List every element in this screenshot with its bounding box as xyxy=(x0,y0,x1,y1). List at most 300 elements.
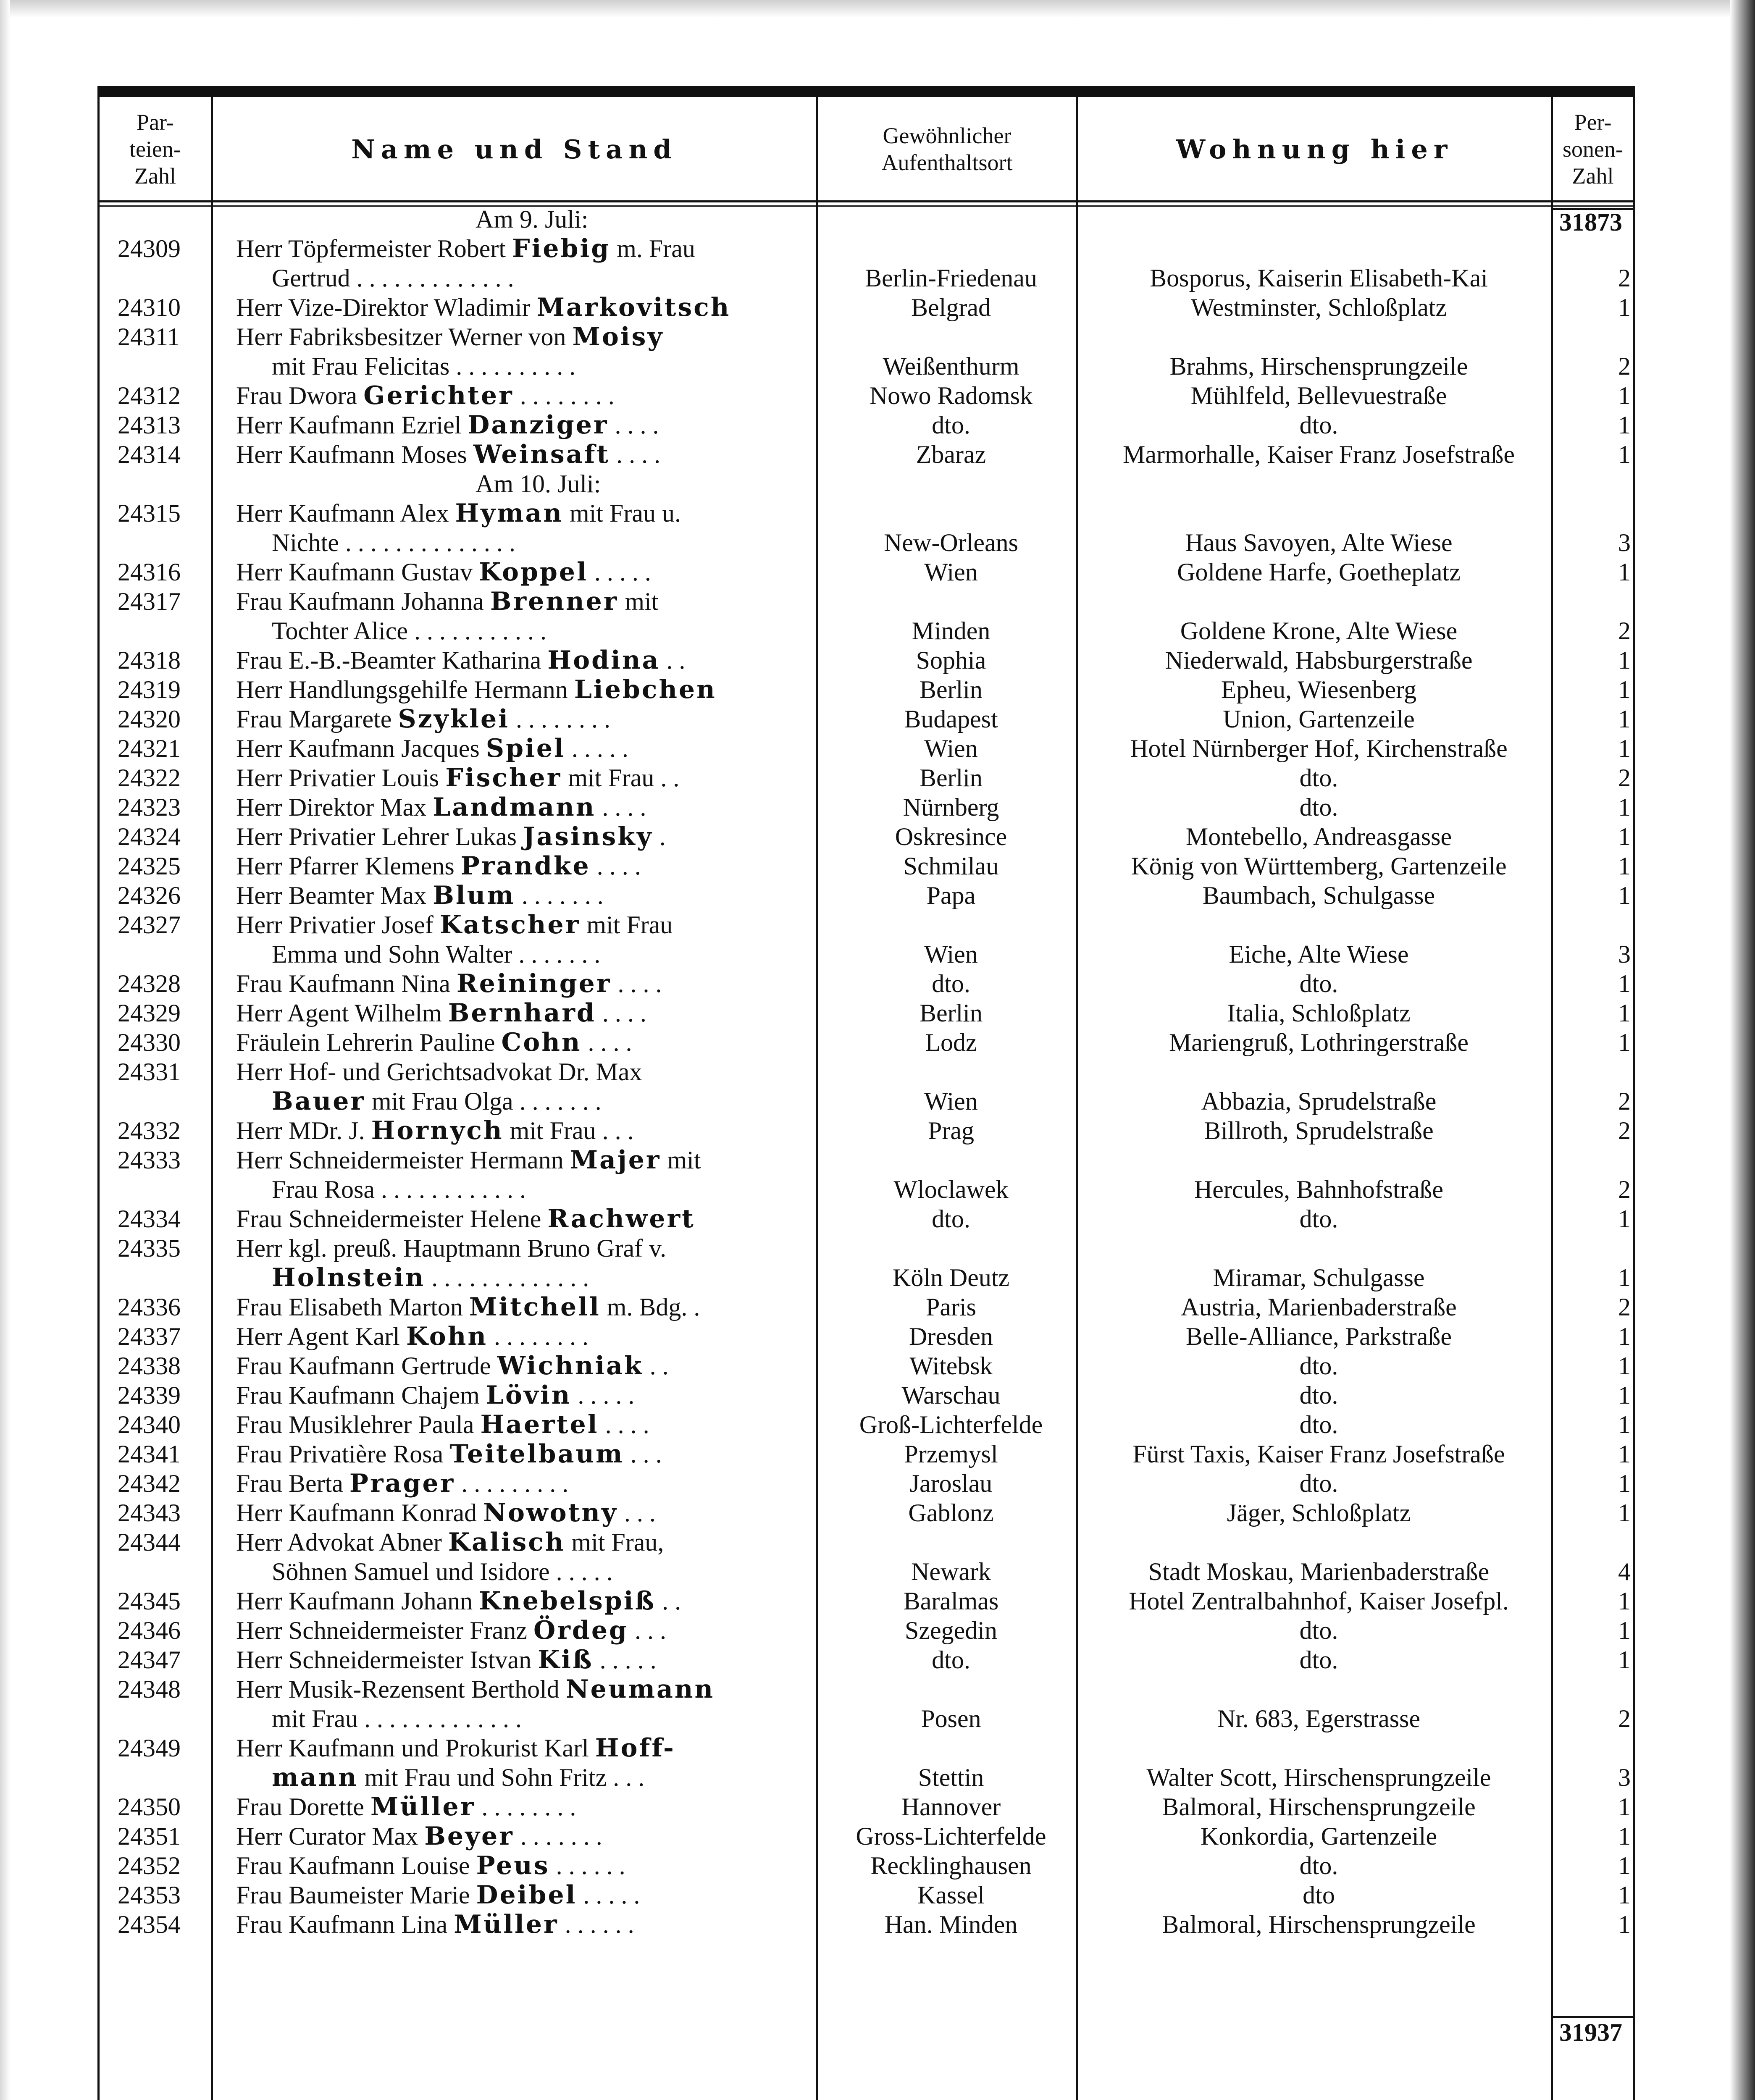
parteien-nummer: 24313 xyxy=(118,411,181,439)
parteien-nummer: 24312 xyxy=(118,382,181,410)
parteien-nummer: 24322 xyxy=(118,764,181,792)
name-suffix: . . . . xyxy=(610,441,661,468)
surname: Rachwert xyxy=(547,1204,695,1234)
name-line-1 xyxy=(236,851,896,881)
surname: Wichniak xyxy=(497,1351,644,1381)
table-row xyxy=(97,734,1635,763)
name-prefix: Herr Kaufmann Konrad xyxy=(236,1499,483,1527)
name-prefix: Herr Advokat Abner xyxy=(236,1528,448,1556)
surname: Danziger xyxy=(468,410,609,440)
wohnung-hier: Goldene Krone, Alte Wiese xyxy=(1180,617,1458,645)
name-line-1 xyxy=(236,1910,896,1939)
parteien-nummer: 24337 xyxy=(118,1323,181,1350)
date-heading: Am 9. Juli: xyxy=(476,205,589,233)
aufenthaltsort: Han. Minden xyxy=(884,1911,1018,1938)
surname: Fiebig xyxy=(512,234,611,263)
table-row xyxy=(97,1675,1635,1733)
aufenthaltsort: Wien xyxy=(924,558,978,586)
aufenthaltsort: Berlin xyxy=(920,764,983,792)
table-row xyxy=(97,293,1635,322)
aufenthaltsort: Witebsk xyxy=(909,1352,993,1380)
name-line-1 xyxy=(236,1381,896,1410)
parteien-nummer: 24351 xyxy=(118,1822,181,1850)
surname: Kalisch xyxy=(448,1528,565,1557)
wohnung-hier: Union, Gartenzeile xyxy=(1223,705,1415,733)
personen-zahl: 1 xyxy=(1618,793,1631,821)
name-prefix: Fräulein Lehrerin Pauline xyxy=(236,1029,502,1056)
table-row xyxy=(97,1851,1635,1880)
name-prefix: Herr Musik-Rezensent Berthold xyxy=(236,1675,566,1703)
surname: Teitelbaum xyxy=(449,1439,624,1469)
parteien-nummer: 24333 xyxy=(118,1146,181,1174)
personen-zahl: 2 xyxy=(1618,352,1631,380)
date-row xyxy=(97,205,1635,234)
name-prefix: Herr Curator Max xyxy=(236,1822,425,1850)
aufenthaltsort: Recklinghausen xyxy=(870,1852,1032,1880)
scan-edge-right xyxy=(1730,0,1755,2100)
personen-zahl: 1 xyxy=(1618,1029,1631,1056)
personen-zahl: 1 xyxy=(1618,1381,1631,1409)
table-row xyxy=(97,499,1635,557)
parteien-nummer: 24342 xyxy=(118,1470,181,1497)
personen-zahl: 1 xyxy=(1618,1264,1631,1292)
name-line-1 xyxy=(236,1822,896,1851)
aufenthaltsort: Warschau xyxy=(901,1381,1001,1409)
table-row xyxy=(97,1792,1635,1822)
wohnung-hier: Hotel Zentralbahnhof, Kaiser Josefpl. xyxy=(1129,1587,1509,1615)
name-line-1 xyxy=(236,1733,896,1763)
name-prefix: Herr Schneidermeister Hermann xyxy=(236,1146,570,1174)
personen-zahl: 1 xyxy=(1618,999,1631,1027)
name-prefix: Herr Kaufmann Gustav xyxy=(236,558,479,586)
surname: Fischer xyxy=(445,763,562,793)
name-suffix: mit xyxy=(618,588,659,615)
name-suffix: . . xyxy=(656,1587,681,1615)
parteien-nummer: 24309 xyxy=(118,235,181,262)
name-line-1 xyxy=(236,1880,896,1910)
name-prefix: Herr Schneidermeister Franz xyxy=(236,1617,534,1644)
aufenthaltsort: Sophia xyxy=(916,646,986,674)
personen-zahl: 1 xyxy=(1618,735,1631,762)
aufenthaltsort: Baralmas xyxy=(903,1587,999,1615)
wohnung-hier: dto. xyxy=(1299,970,1338,998)
name-prefix: Frau E.-B.-Beamter Katharina xyxy=(236,646,548,674)
wohnung-hier: Marmorhalle, Kaiser Franz Josefstraße xyxy=(1123,441,1515,468)
personen-zahl: 2 xyxy=(1618,1117,1631,1144)
name-prefix: Herr Direktor Max xyxy=(236,793,433,821)
name-line-1 xyxy=(236,793,896,822)
name-suffix: . . . . . . . . xyxy=(513,382,615,410)
parteien-nummer: 24341 xyxy=(118,1440,181,1468)
aufenthaltsort: Dresden xyxy=(909,1323,993,1350)
personen-zahl: 1 xyxy=(1618,1822,1631,1850)
aufenthaltsort: dto. xyxy=(932,970,970,998)
wohnung-hier: Konkordia, Gartenzeile xyxy=(1200,1822,1437,1850)
table-row xyxy=(97,1822,1635,1851)
wohnung-hier: dto. xyxy=(1299,1852,1338,1880)
name-prefix: Frau Kaufmann Nina xyxy=(236,970,457,998)
aufenthaltsort: dto. xyxy=(932,1646,970,1674)
personen-zahl: 1 xyxy=(1618,705,1631,733)
name-suffix: . . . . xyxy=(599,1411,649,1438)
name-suffix: . . . . xyxy=(611,970,662,998)
aufenthaltsort: Berlin xyxy=(920,999,983,1027)
wohnung-hier: Haus Savoyen, Alte Wiese xyxy=(1185,529,1453,556)
date-row xyxy=(97,469,1635,499)
name-line-1 xyxy=(236,1469,896,1498)
surname: Kohn xyxy=(406,1322,488,1351)
personen-zahl: 1 xyxy=(1618,1440,1631,1468)
aufenthaltsort: Gross-Lichterfelde xyxy=(856,1822,1046,1850)
surname: Müller xyxy=(370,1792,476,1822)
personen-zahl: 1 xyxy=(1618,441,1631,468)
surname: Hyman xyxy=(455,499,564,528)
personen-zahl: 2 xyxy=(1618,1705,1631,1732)
name-prefix: Herr Beamter Max xyxy=(236,882,433,909)
name-prefix: Frau Kaufmann Louise xyxy=(236,1852,476,1880)
name-line-1 xyxy=(236,1145,896,1175)
wohnung-hier: Walter Scott, Hirschensprungzeile xyxy=(1146,1764,1491,1791)
name-line-1 xyxy=(236,1028,896,1057)
aufenthaltsort: Lodz xyxy=(925,1029,977,1056)
register-rows xyxy=(97,205,1635,1939)
name-line-1 xyxy=(236,763,896,793)
name-prefix: Frau Kaufmann Chajem xyxy=(236,1381,486,1409)
surname: Reininger xyxy=(456,969,612,998)
aufenthaltsort: Oskresince xyxy=(895,823,1007,850)
name-suffix: . . . . . xyxy=(577,1881,640,1909)
wohnung-hier: Belle-Alliance, Parkstraße xyxy=(1185,1323,1452,1350)
name-line-2 xyxy=(272,1175,896,1204)
table-row xyxy=(97,910,1635,969)
personen-zahl: 2 xyxy=(1618,1293,1631,1321)
parteien-nummer: 24327 xyxy=(118,911,181,939)
name-prefix: Herr Schneidermeister Istvan xyxy=(236,1646,538,1674)
personen-zahl: 1 xyxy=(1618,852,1631,880)
surname: Mitchell xyxy=(469,1292,601,1322)
name-suffix: . . . . xyxy=(590,852,641,880)
name-prefix: Frau Berta xyxy=(236,1470,349,1497)
parteien-nummer: 24321 xyxy=(118,735,181,762)
parteien-nummer: 24352 xyxy=(118,1852,181,1880)
name-line-1 xyxy=(236,1410,896,1439)
parteien-nummer: 24347 xyxy=(118,1646,181,1674)
name-line-1 xyxy=(236,1116,896,1145)
parteien-nummer: 24317 xyxy=(118,588,181,615)
name-line-1 xyxy=(236,1645,896,1675)
name-continuation: mit Frau . . . . . . . . . . . . . xyxy=(272,1705,522,1732)
name-line-1 xyxy=(236,1057,896,1087)
wohnung-hier: Italia, Schloßplatz xyxy=(1227,999,1411,1027)
aufenthaltsort: Berlin-Friedenau xyxy=(865,264,1037,292)
table-row xyxy=(97,1439,1635,1469)
table-row xyxy=(97,1410,1635,1439)
surname: Gerichter xyxy=(363,381,514,410)
personen-zahl: 1 xyxy=(1618,1793,1631,1821)
table-row xyxy=(97,1057,1635,1116)
name-line-1 xyxy=(236,499,896,528)
aufenthaltsort: Posen xyxy=(921,1705,981,1732)
name-prefix: Herr Hof- und Gerichtsadvokat Dr. Max xyxy=(236,1058,642,1086)
surname: Nowotny xyxy=(483,1498,618,1528)
surname: Deibel xyxy=(476,1880,577,1910)
surname: Landmann xyxy=(433,793,596,822)
surname: Majer xyxy=(570,1145,661,1175)
name-line-1 xyxy=(236,704,896,734)
name-continuation: mit Frau und Sohn Fritz . . . xyxy=(358,1764,645,1791)
table-row xyxy=(97,1204,1635,1234)
name-prefix: Frau Privatière Rosa xyxy=(236,1440,450,1468)
name-line-1 xyxy=(236,1204,896,1234)
name-line-1 xyxy=(236,822,896,851)
wohnung-hier: Goldene Harfe, Goetheplatz xyxy=(1177,558,1461,586)
surname: Cohn xyxy=(501,1028,582,1057)
wohnung-hier: Eiche, Alte Wiese xyxy=(1229,940,1409,968)
aufenthaltsort: Papa xyxy=(926,882,976,909)
table-row xyxy=(97,440,1635,469)
aufenthaltsort: Belgrad xyxy=(911,294,991,321)
name-line-1 xyxy=(236,1498,896,1528)
name-line-1 xyxy=(236,322,896,352)
wohnung-hier: dto. xyxy=(1299,1411,1338,1438)
surname: Bauer xyxy=(272,1087,365,1116)
surname: Szyklei xyxy=(398,704,510,734)
wohnung-hier: Westminster, Schloßplatz xyxy=(1190,294,1447,321)
table-row xyxy=(97,704,1635,734)
table-row xyxy=(97,1351,1635,1381)
name-line-1 xyxy=(236,410,896,440)
wohnung-hier: dto. xyxy=(1299,411,1338,439)
wohnung-hier: dto. xyxy=(1299,1381,1338,1409)
parteien-nummer: 24335 xyxy=(118,1234,181,1262)
name-suffix: . . xyxy=(660,646,686,674)
scan-edge-top xyxy=(0,0,1755,18)
surname: Müller xyxy=(454,1910,559,1939)
aufenthaltsort: Jaroslau xyxy=(909,1470,993,1497)
wohnung-hier: dto. xyxy=(1299,1646,1338,1674)
parteien-nummer: 24319 xyxy=(118,676,181,704)
aufenthaltsort: Stettin xyxy=(918,1764,984,1791)
personen-zahl: 1 xyxy=(1618,823,1631,850)
name-suffix: . . . . . . . . . xyxy=(455,1470,569,1497)
aufenthaltsort: Berlin xyxy=(920,676,983,704)
parteien-nummer: 24349 xyxy=(118,1734,181,1762)
name-prefix: Herr Kaufmann Jacques xyxy=(236,735,486,762)
name-line-1 xyxy=(236,440,896,469)
parteien-nummer: 24325 xyxy=(118,852,181,880)
wohnung-hier: Mariengruß, Lothringerstraße xyxy=(1169,1029,1469,1056)
aufenthaltsort: dto. xyxy=(932,1205,970,1233)
table-row xyxy=(97,1910,1635,1939)
name-suffix: . . . . xyxy=(608,411,659,439)
name-suffix: . . . . . . . . xyxy=(510,705,611,733)
name-line-1 xyxy=(236,381,896,410)
name-continuation: Frau Rosa . . . . . . . . . . . . xyxy=(272,1176,526,1203)
parteien-nummer: 24326 xyxy=(118,882,181,909)
table-row xyxy=(97,587,1635,646)
personen-zahl: 2 xyxy=(1618,617,1631,645)
parteien-nummer: 24320 xyxy=(118,705,181,733)
table-row xyxy=(97,1733,1635,1792)
name-line-1 xyxy=(236,675,896,704)
table-row xyxy=(97,1616,1635,1645)
wohnung-hier: Niederwald, Habsburgerstraße xyxy=(1165,646,1473,674)
date-heading: Am 10. Juli: xyxy=(476,470,601,498)
aufenthaltsort: Weißenthurm xyxy=(883,352,1019,380)
table-row xyxy=(97,1498,1635,1528)
surname: Beyer xyxy=(424,1822,514,1851)
name-suffix: mit Frau, xyxy=(565,1528,664,1556)
table-row xyxy=(97,851,1635,881)
surname: Prager xyxy=(349,1469,455,1498)
wohnung-hier: dto. xyxy=(1299,1470,1338,1497)
name-prefix: Frau Schneidermeister Helene xyxy=(236,1205,548,1233)
name-prefix: Frau Kaufmann Lina xyxy=(236,1911,454,1938)
parteien-nummer: 24353 xyxy=(118,1881,181,1909)
name-suffix: mit Frau . . xyxy=(562,764,680,792)
surname: Prandke xyxy=(460,851,591,881)
parteien-nummer: 24323 xyxy=(118,793,181,821)
parteien-nummer: 24331 xyxy=(118,1058,181,1086)
table-row xyxy=(97,1469,1635,1498)
wohnung-hier: Austria, Marienbaderstraße xyxy=(1181,1293,1457,1321)
parteien-nummer: 24348 xyxy=(118,1675,181,1703)
wohnung-hier: dto. xyxy=(1299,793,1338,821)
aufenthaltsort: Zbaraz xyxy=(916,441,986,468)
aufenthaltsort: Newark xyxy=(911,1558,991,1586)
parteien-nummer: 24354 xyxy=(118,1911,181,1938)
wohnung-hier: Balmoral, Hirschensprungzeile xyxy=(1162,1911,1476,1938)
surname: Markovitsch xyxy=(536,293,731,322)
name-prefix: Herr Fabriksbesitzer Werner von xyxy=(236,323,573,351)
personen-zahl: 1 xyxy=(1618,1499,1631,1527)
name-continuation: mit Frau Olga . . . . . . . xyxy=(365,1087,602,1115)
parteien-nummer: 24318 xyxy=(118,646,181,674)
table-row xyxy=(97,1528,1635,1586)
name-suffix: . . xyxy=(643,1352,669,1380)
personen-zahl: 4 xyxy=(1618,1558,1631,1586)
name-line-2 xyxy=(272,1704,896,1733)
parteien-nummer: 24334 xyxy=(118,1205,181,1233)
name-prefix: Frau Elisabeth Marton xyxy=(236,1293,469,1321)
aufenthaltsort: dto. xyxy=(932,411,970,439)
parteien-nummer: 24314 xyxy=(118,441,181,468)
name-line-2 xyxy=(272,528,896,557)
name-line-2 xyxy=(272,616,896,646)
name-prefix: Frau Kaufmann Johanna xyxy=(236,588,490,615)
personen-zahl: 1 xyxy=(1618,1352,1631,1380)
scan-edge-left xyxy=(0,0,10,2100)
table-row xyxy=(97,969,1635,998)
personen-zahl: 1 xyxy=(1618,1617,1631,1644)
parteien-nummer: 24350 xyxy=(118,1793,181,1821)
name-line-1 xyxy=(236,646,896,675)
surname: Peus xyxy=(476,1851,550,1880)
carry-out-total: 31937 xyxy=(1559,2019,1622,2046)
personen-zahl: 1 xyxy=(1618,1205,1631,1233)
personen-zahl: 1 xyxy=(1618,411,1631,439)
name-line-2 xyxy=(272,1263,896,1292)
name-line-1 xyxy=(236,910,896,940)
wohnung-hier: Abbazia, Sprudelstraße xyxy=(1201,1087,1437,1115)
name-suffix: mit Frau u. xyxy=(563,499,681,527)
aufenthaltsort: Hannover xyxy=(901,1793,1001,1821)
name-suffix: . . . xyxy=(624,1440,662,1468)
aufenthaltsort: Gablonz xyxy=(908,1499,994,1527)
personen-zahl: 1 xyxy=(1618,646,1631,674)
personen-zahl: 1 xyxy=(1618,1646,1631,1674)
table-row xyxy=(97,410,1635,440)
parteien-nummer: 24310 xyxy=(118,294,181,321)
name-line-1 xyxy=(236,1351,896,1381)
table-row xyxy=(97,763,1635,793)
header-rule-1 xyxy=(97,200,1635,202)
aufenthaltsort: Wloclawek xyxy=(893,1176,1009,1203)
table-row xyxy=(97,881,1635,910)
personen-zahl: 1 xyxy=(1618,294,1631,321)
aufenthaltsort: Köln Deutz xyxy=(892,1264,1010,1292)
wohnung-hier: Nr. 683, Egerstrasse xyxy=(1217,1705,1421,1732)
name-prefix: Frau Baumeister Marie xyxy=(236,1881,476,1909)
header-personen-zahl: Per- sonen- Zahl xyxy=(1563,110,1623,189)
name-suffix: . . . . . . . . xyxy=(487,1323,589,1350)
name-line-1 xyxy=(236,1792,896,1822)
name-suffix: . . . xyxy=(628,1617,667,1644)
wohnung-hier: dto. xyxy=(1299,1352,1338,1380)
name-suffix: . xyxy=(653,823,666,850)
surname: Liebchen xyxy=(574,675,717,704)
name-suffix: . . . . xyxy=(596,793,646,821)
name-continuation: Söhnen Samuel und Isidore . . . . . xyxy=(272,1558,613,1586)
table-row xyxy=(97,234,1635,293)
wohnung-hier: Brahms, Hirschensprungzeile xyxy=(1169,352,1468,380)
table-row xyxy=(97,1880,1635,1910)
name-prefix: Herr Privatier Louis xyxy=(236,764,446,792)
parteien-nummer: 24329 xyxy=(118,999,181,1027)
name-prefix: Herr Kaufmann und Prokurist Karl xyxy=(236,1734,595,1762)
name-line-1 xyxy=(236,734,896,763)
parteien-nummer: 24345 xyxy=(118,1587,181,1615)
surname: Holnstein xyxy=(272,1263,426,1292)
name-line-1 xyxy=(236,1439,896,1469)
name-prefix: Frau Dwora xyxy=(236,382,364,410)
name-prefix: Herr Privatier Josef xyxy=(236,911,440,939)
table-row xyxy=(97,1292,1635,1322)
personen-zahl: 2 xyxy=(1618,764,1631,792)
personen-zahl: 2 xyxy=(1618,1176,1631,1203)
surname: mann xyxy=(272,1763,358,1792)
name-line-1 xyxy=(236,998,896,1028)
table-row xyxy=(97,1145,1635,1204)
name-suffix: mit Frau . . . xyxy=(503,1117,634,1144)
name-continuation: Emma und Sohn Walter . . . . . . . xyxy=(272,940,601,968)
aufenthaltsort: Schmilau xyxy=(903,852,999,880)
personen-zahl: 1 xyxy=(1618,1852,1631,1880)
header-parteien-zahl: Par- teien- Zahl xyxy=(129,110,181,189)
personen-zahl: 1 xyxy=(1618,1911,1631,1938)
top-rule xyxy=(97,86,1635,97)
name-continuation: Gertrud . . . . . . . . . . . . . xyxy=(272,264,514,292)
parteien-nummer: 24330 xyxy=(118,1029,181,1056)
aufenthaltsort: Prag xyxy=(928,1117,974,1144)
personen-zahl: 3 xyxy=(1618,940,1631,968)
wohnung-hier: Epheu, Wiesenberg xyxy=(1221,676,1417,704)
name-suffix: m. Frau xyxy=(610,235,695,262)
surname: Ördeg xyxy=(533,1616,629,1645)
name-prefix: Herr kgl. preuß. Hauptmann Bruno Graf v. xyxy=(236,1234,667,1262)
header-wohnung-hier: Wohnung hier xyxy=(1176,134,1453,165)
parteien-nummer: 24316 xyxy=(118,558,181,586)
